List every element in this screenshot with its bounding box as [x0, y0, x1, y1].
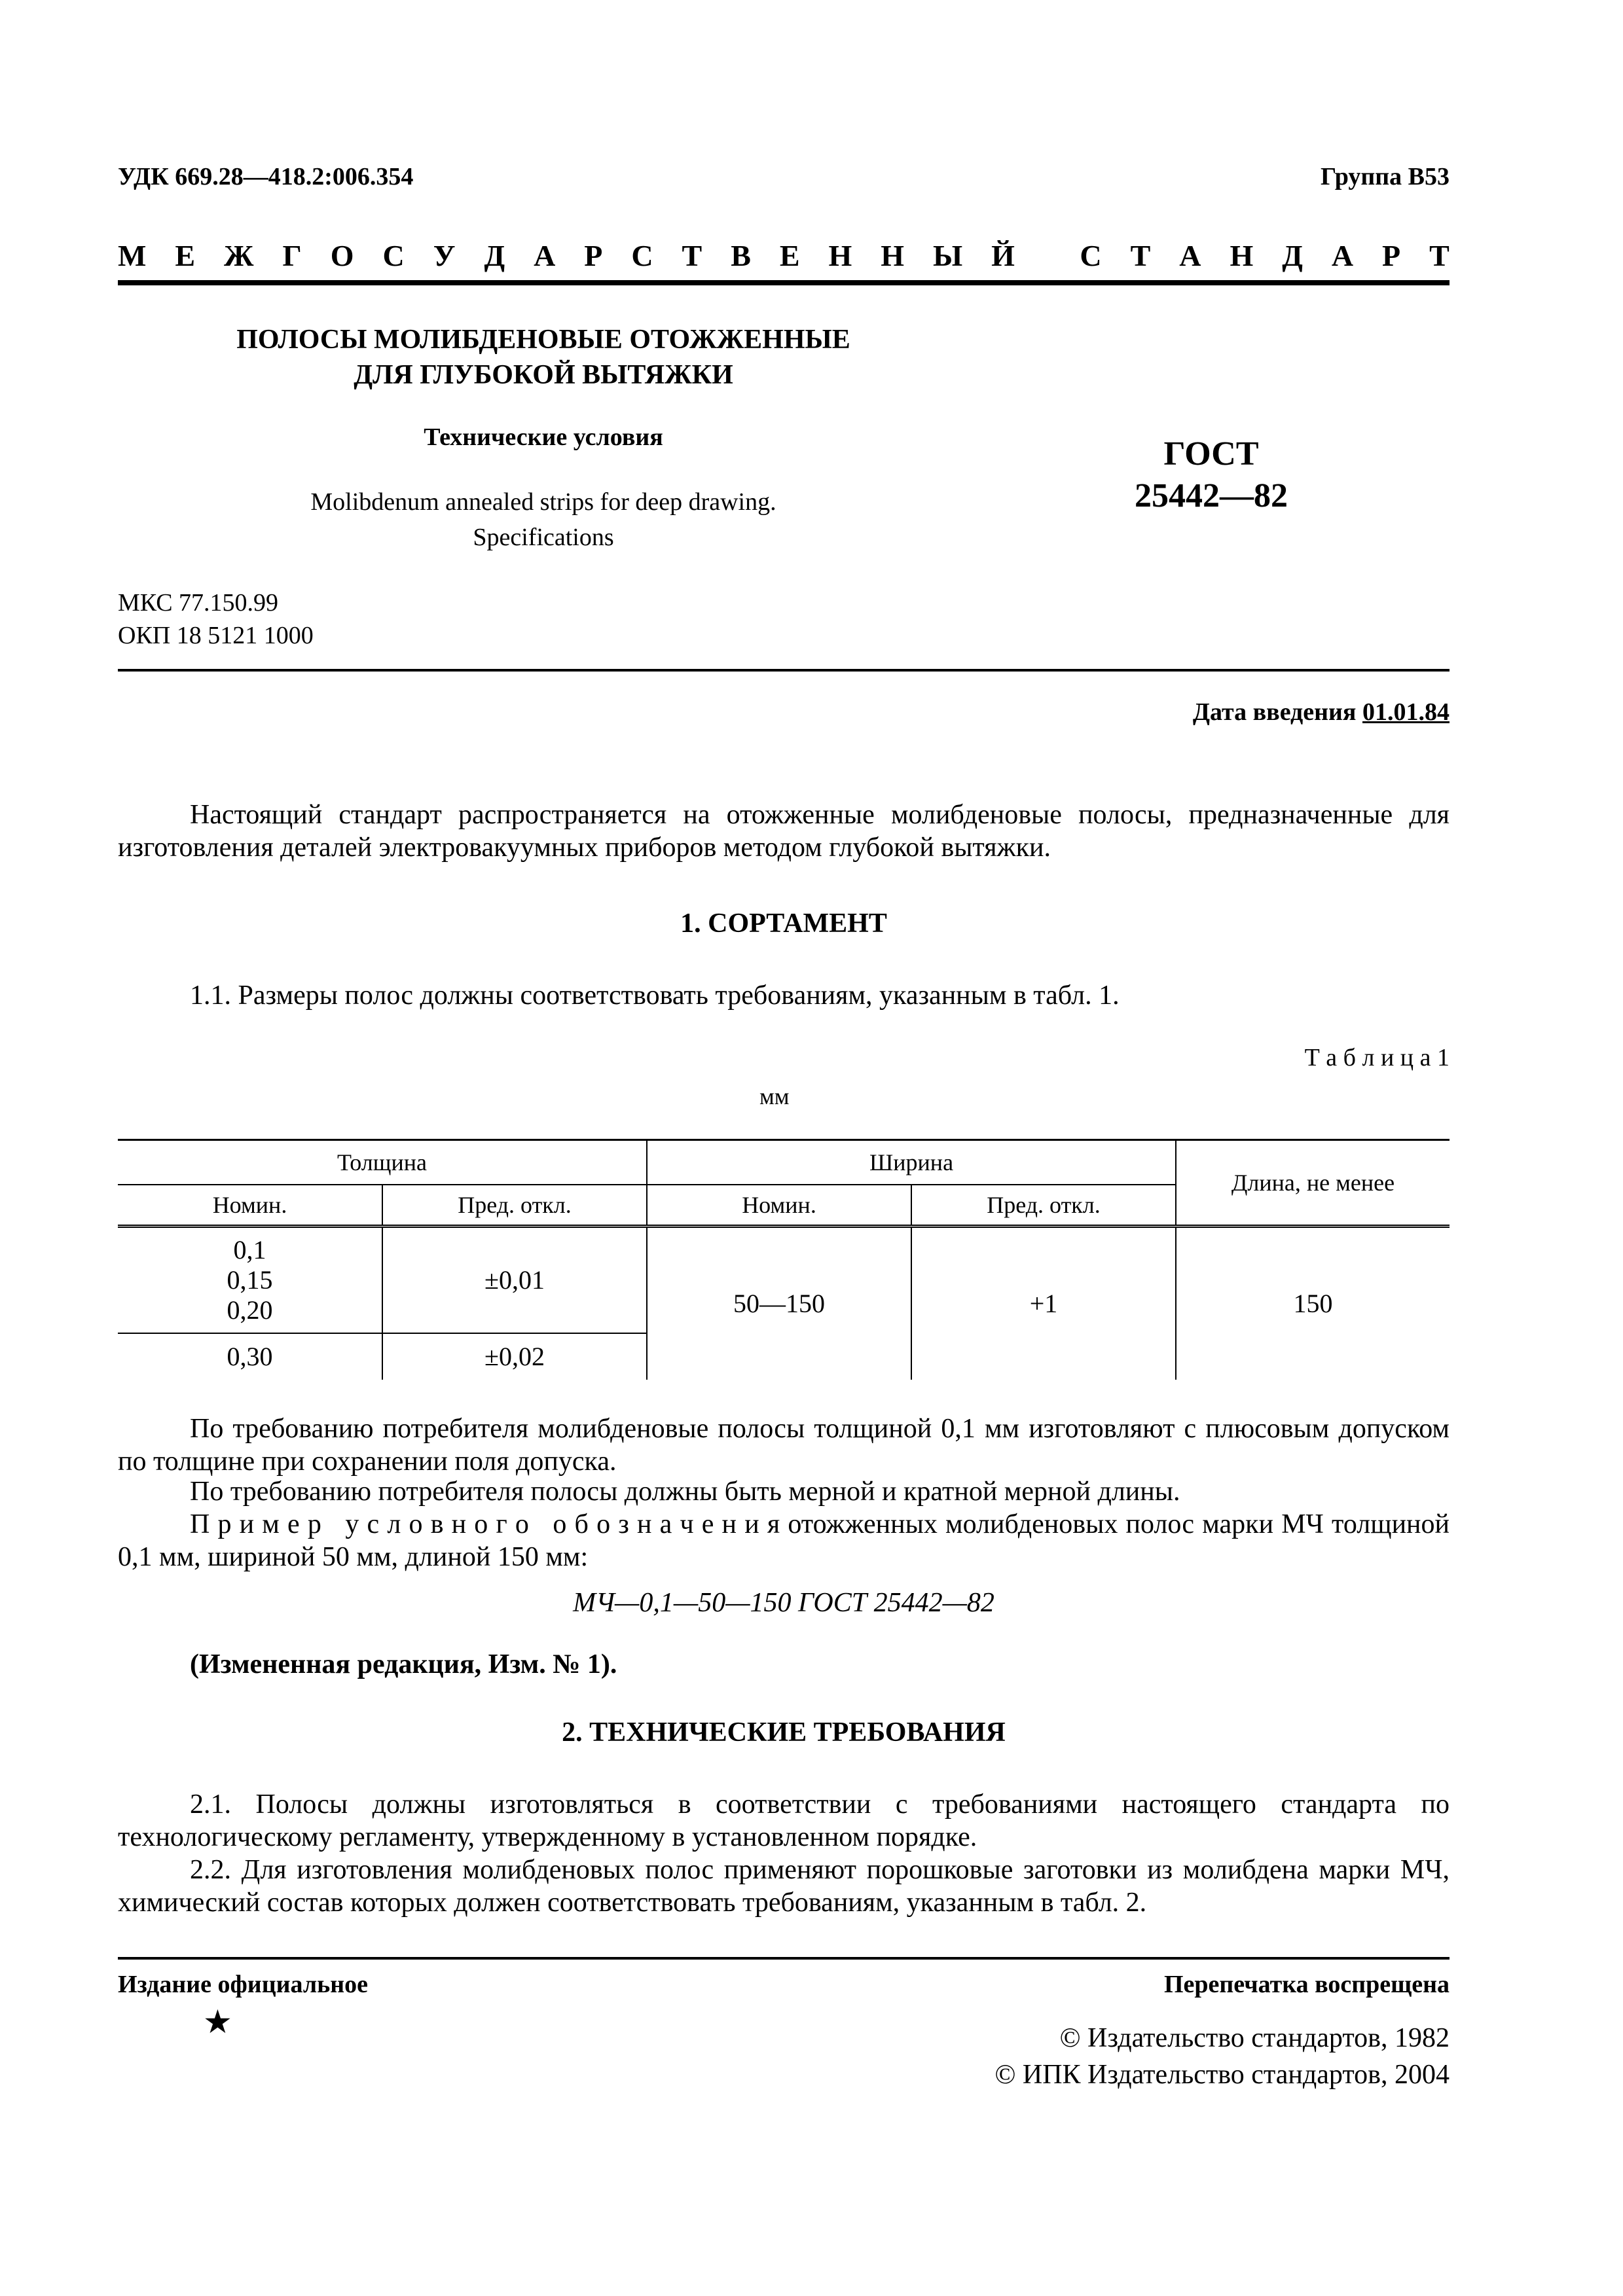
intro-paragraph: Настоящий стандарт распространяется на отожженные молибденовые полосы, предназначенные для изготовления деталей электровакуумных приборов методом глубокой вытяжки.	[118, 800, 1450, 863]
table-row	[118, 1227, 1450, 1334]
heading-letter: Е	[779, 239, 800, 272]
heading-letter: Г	[282, 239, 302, 272]
header-width: Ширина	[647, 1140, 1176, 1185]
header-thickness: Толщина	[118, 1140, 647, 1185]
group-code: Группа В53	[1320, 163, 1450, 190]
dimensions-table	[118, 1139, 1450, 1380]
width-nominal-cell: 50—150	[647, 1227, 911, 1380]
gost-code: 25442—82	[1135, 477, 1288, 514]
gost-number	[1048, 433, 1375, 517]
header-rule	[118, 280, 1450, 285]
paragraph-measured-length: По требованию потребителя полосы должны быть мерной и кратной мерной длины.	[190, 1477, 1180, 1507]
interstate-standard-heading	[118, 238, 1450, 273]
heading-gap	[1044, 238, 1051, 273]
document-subtitle: Технические условия	[424, 423, 663, 451]
heading-letter: Ы	[933, 239, 963, 272]
gost-label: ГОСТ	[1163, 435, 1259, 473]
heading-letter: Н	[881, 239, 905, 272]
heading-letter: Т	[1429, 239, 1450, 272]
heading-letter: С	[382, 239, 405, 272]
heading-letter: Д	[484, 239, 505, 272]
footer-rule	[118, 1957, 1450, 1960]
english-title-line: Molibdenum annealed strips for deep drawing.	[310, 488, 776, 516]
title-line: ДЛЯ ГЛУБОКОЙ ВЫТЯЖКИ	[354, 360, 733, 390]
mks-code: МКС 77.150.99	[118, 589, 279, 617]
classification-codes	[118, 586, 314, 652]
heading-letter: С	[1080, 239, 1102, 272]
heading-letter: Р	[584, 239, 603, 272]
paragraph-1-1: 1.1. Размеры полос должны соответствовать требованиям, указанным в табл. 1.	[190, 980, 1120, 1011]
document-title	[196, 322, 890, 393]
heading-letter: В	[731, 239, 751, 272]
heading-letter: Е	[175, 239, 196, 272]
thickness-value: 0,20	[227, 1295, 273, 1325]
heading-letter: С	[631, 239, 653, 272]
header-thickness-deviation: Пред. откл.	[382, 1185, 647, 1227]
udk-code: УДК 669.28—418.2:006.354	[118, 163, 414, 190]
copyright	[994, 2020, 1450, 2093]
heading-letter: Й	[991, 239, 1015, 272]
english-title-line: Specifications	[473, 524, 614, 551]
copyright-line: © Издательство стандартов, 1982	[1059, 2023, 1450, 2053]
thickness-value: 0,15	[227, 1265, 273, 1295]
thickness-deviation-cell: ±0,01	[382, 1227, 647, 1334]
codes-rule	[118, 669, 1450, 672]
heading-letter: Ж	[224, 239, 254, 272]
amendment-note: (Измененная редакция, Изм. № 1).	[190, 1649, 617, 1679]
thickness-nominal-cell: 0,30	[118, 1333, 382, 1380]
paragraph-example	[118, 1508, 1450, 1573]
okp-code: ОКП 18 5121 1000	[118, 622, 314, 649]
heading-letter: Т	[1130, 239, 1151, 272]
heading-letter: Т	[682, 239, 702, 272]
example-rest: отожженных молибденовых полос марки МЧ толщиной 0,1 мм, шириной 50 мм, длиной 150 мм:	[118, 1509, 1450, 1572]
paragraph-plus-tolerance: По требованию потребителя молибденовые полосы толщиной 0,1 мм изготовляют с плюсовым допуском по толщине при сохранении поля допуска.	[118, 1414, 1450, 1477]
thickness-nominal-cell	[118, 1227, 382, 1334]
official-edition: Издание официальное	[118, 1971, 369, 1998]
reprint-prohibited: Перепечатка воспрещена	[1163, 1971, 1450, 1998]
paragraph-2-2: 2.2. Для изготовления молибденовых полос применяют порошковые заготовки из молибдена марки МЧ, химический состав которых должен соответствовать требованиям, указанным в табл. 2.	[118, 1855, 1450, 1918]
heading-letter: Н	[828, 239, 852, 272]
header-width-deviation: Пред. откл.	[911, 1185, 1176, 1227]
section-heading: 2. ТЕХНИЧЕСКИЕ ТРЕБОВАНИЯ	[562, 1717, 1006, 1748]
header-width-nominal: Номин.	[647, 1185, 911, 1227]
heading-letter: Н	[1230, 239, 1254, 272]
example-designation: МЧ—0,1—50—150 ГОСТ 25442—82	[573, 1588, 994, 1618]
heading-letter: Р	[1382, 239, 1401, 272]
title-line: ПОЛОСЫ МОЛИБДЕНОВЫЕ ОТОЖЖЕННЫЕ	[236, 325, 850, 355]
paragraph-2-1: 2.1. Полосы должны изготовляться в соответствии с требованиями настоящего стандарта по технологическому регламенту, утвержденному в установленном порядке.	[118, 1789, 1450, 1852]
copyright-line: © ИПК Издательство стандартов, 2004	[994, 2060, 1450, 2090]
table-label: Т а б л и ц а 1	[1304, 1044, 1450, 1071]
date-label: Дата введения	[1192, 698, 1357, 726]
heading-letter: У	[433, 239, 456, 272]
thickness-value: 0,1	[233, 1235, 266, 1265]
table-unit: мм	[759, 1083, 790, 1109]
width-deviation-cell: +1	[911, 1227, 1176, 1380]
length-cell: 150	[1176, 1227, 1450, 1380]
heading-letter: М	[118, 239, 147, 272]
section-heading: 1. СОРТАМЕНТ	[680, 908, 887, 939]
english-title	[196, 484, 890, 555]
introduction-date	[1193, 698, 1450, 726]
heading-letter: А	[1331, 239, 1354, 272]
date-value: 01.01.84	[1362, 698, 1450, 726]
header-length: Длина, не менее	[1176, 1140, 1450, 1227]
heading-letter: А	[534, 239, 556, 272]
thickness-deviation-cell: ±0,02	[382, 1333, 647, 1380]
heading-letter: О	[330, 239, 354, 272]
heading-letter: Д	[1282, 239, 1303, 272]
heading-letter: А	[1179, 239, 1201, 272]
example-lead: П р и м е р у с л о в н о г о о б о з н а ч е н и я	[190, 1509, 780, 1539]
star-icon: ★	[203, 2003, 232, 2040]
header-thickness-nominal: Номин.	[118, 1185, 382, 1227]
